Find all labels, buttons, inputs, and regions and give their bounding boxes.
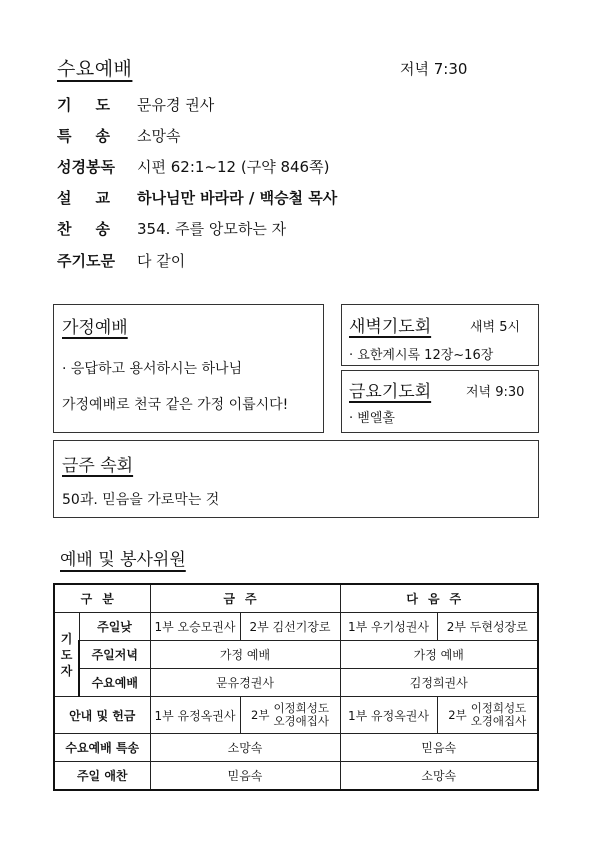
prayer-group-label: 기도자 — [54, 613, 79, 697]
cell-meeting-box — [53, 440, 539, 518]
roster-table — [53, 583, 539, 791]
cell: 문유경권사 — [150, 669, 340, 697]
row-value: 소망속 — [137, 127, 181, 145]
cell: 1부 유정옥권사 — [150, 697, 240, 734]
row-label: 수요예배 특송 — [54, 734, 150, 762]
cell: 김정희권사 — [340, 669, 538, 697]
usher-name: 이정희성도 — [470, 701, 527, 715]
row-label: 주기도문 — [57, 252, 115, 270]
wed-row-lords-prayer — [57, 250, 185, 272]
usher-prefix: 2부 — [251, 707, 270, 722]
header-this-week: 금주 — [150, 584, 340, 613]
row-value: 다 같이 — [137, 252, 186, 270]
table-row — [54, 762, 538, 791]
dawn-prayer-line: · 요한계시록 12장~16장 — [349, 348, 494, 363]
table-row — [54, 584, 538, 613]
family-worship-line2: 가정예배로 천국 같은 가정 이룹시다! — [62, 397, 289, 413]
cell-meeting-title: 금주 속회 — [62, 456, 134, 476]
cell: 믿음속 — [150, 762, 340, 791]
row-value: 문유경 권사 — [137, 96, 215, 114]
usher-prefix: 2부 — [448, 707, 467, 722]
wed-row-special — [57, 125, 180, 147]
dawn-prayer-title: 새벽기도회 — [349, 317, 432, 337]
cell — [437, 697, 538, 734]
table-row — [54, 613, 538, 641]
wed-row-hymn — [57, 218, 286, 240]
row-label: 특송 — [57, 127, 134, 145]
table-row — [54, 669, 538, 697]
cell: 2부 김선기장로 — [240, 613, 340, 641]
wed-row-sermon — [57, 187, 337, 209]
usher-name: 이정희성도 — [273, 701, 329, 715]
row-label: 성경봉독 — [57, 158, 115, 176]
friday-prayer-title: 금요기도회 — [349, 382, 432, 402]
cell: 1부 오승모권사 — [150, 613, 240, 641]
usher-name: 오경애집사 — [470, 714, 527, 728]
friday-prayer-box — [341, 370, 539, 433]
row-label: 기도 — [57, 96, 134, 114]
cell: 1부 우기성권사 — [340, 613, 437, 641]
cell: 소망속 — [150, 734, 340, 762]
table-row — [54, 734, 538, 762]
cell — [240, 697, 340, 734]
row-label: 설교 — [57, 189, 134, 207]
family-worship-line1: · 응답하고 용서하시는 하나님 — [62, 361, 243, 377]
family-worship-box — [53, 304, 324, 433]
dawn-prayer-time: 새벽 5시 — [470, 320, 521, 335]
family-worship-title: 가정예배 — [62, 318, 128, 338]
table-row — [54, 697, 538, 734]
row-value: 하나님만 바라라 / 백승철 목사 — [137, 189, 338, 207]
row-label: 주일저녁 — [79, 641, 150, 669]
header-next-week: 다음주 — [340, 584, 538, 613]
cell-meeting-line: 50과. 믿음을 가로막는 것 — [62, 492, 220, 508]
cell: 믿음속 — [340, 734, 538, 762]
cell: 2부 두현성장로 — [437, 613, 538, 641]
row-value: 354. 주를 앙모하는 자 — [137, 220, 287, 238]
row-label: 안내 및 헌금 — [54, 697, 150, 734]
table-row — [54, 641, 538, 669]
wed-row-scripture — [57, 156, 329, 178]
cell: 가정 예배 — [340, 641, 538, 669]
friday-prayer-line: · 벧엘홀 — [349, 411, 395, 426]
row-label: 찬송 — [57, 220, 134, 238]
usher-name: 오경애집사 — [273, 714, 329, 728]
wed-service-title: 수요예배 — [57, 58, 133, 80]
dawn-prayer-box — [341, 304, 539, 366]
cell: 1부 유정옥권사 — [340, 697, 437, 734]
row-label: 수요예배 — [79, 669, 150, 697]
friday-prayer-time: 저녁 9:30 — [466, 385, 525, 400]
header-division: 구분 — [54, 584, 150, 613]
wed-row-prayer — [57, 94, 214, 116]
row-value: 시편 62:1~12 (구약 846쪽) — [137, 158, 330, 176]
roster-title: 예배 및 봉사위원 — [60, 550, 186, 570]
row-label: 주일낮 — [79, 613, 150, 641]
wed-service-time: 저녁 7:30 — [400, 60, 468, 78]
cell: 가정 예배 — [150, 641, 340, 669]
cell: 소망속 — [340, 762, 538, 791]
row-label: 주일 애찬 — [54, 762, 150, 791]
